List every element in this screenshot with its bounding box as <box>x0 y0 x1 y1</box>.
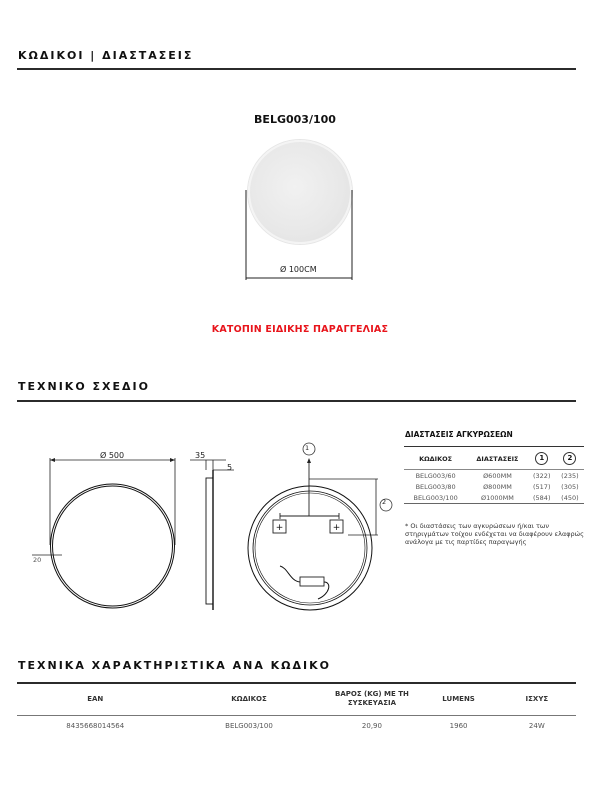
header-dimensions: ΔΙΑΣΤΑΣΕΙΣ <box>476 454 519 463</box>
table-row <box>404 481 584 492</box>
led-driver-box <box>300 577 324 586</box>
side-depth-label: 35 <box>195 451 206 460</box>
power-cable <box>280 566 300 582</box>
marker-1-label: 1 <box>305 444 310 452</box>
cell-dimensions: Ø800MM <box>483 482 512 491</box>
circled-2-icon: 2 <box>563 452 576 465</box>
section-title-codes-dimensions: ΚΩΔΙΚΟΙ | ΔΙΑΣΤΑΣΕΙΣ <box>18 49 194 62</box>
section-title-technical-specs: ΤΕΧΝΙΚΑ ΧΑΡΑΚΤΗΡΙΣΤΙΚΑ ΑΝΑ ΚΩΔΙΚΟ <box>18 659 332 672</box>
cell-dimensions: Ø600MM <box>483 471 512 480</box>
header-dim-1 <box>528 447 556 470</box>
table-header-row <box>404 447 584 470</box>
anchor-dimensions-table <box>404 446 584 504</box>
svg-text:+: + <box>332 523 341 533</box>
cell-dim-1: (584) <box>533 493 551 502</box>
back-view-drawing <box>240 436 400 611</box>
back-frame-innermost-circle <box>255 493 365 603</box>
circled-1-icon: 1 <box>535 452 548 465</box>
marker-2-label: 2 <box>382 498 387 506</box>
back-frame-outer-circle <box>248 486 372 610</box>
mirror-dimension-lines <box>0 0 600 300</box>
table-row <box>404 492 584 504</box>
anchor-table-title: ΔΙΑΣΤΑΣΕΙΣ ΑΓΚΥΡΩΣΕΩΝ <box>405 430 513 439</box>
cell-dim-2: (235) <box>561 471 579 480</box>
cell-code: BELG003/80 <box>415 482 456 491</box>
frame-width-label: 20 <box>33 556 42 564</box>
diameter-label: Ø 100CM <box>280 265 317 274</box>
arrow-up-icon <box>307 458 311 463</box>
side-offset-label: 5 <box>227 463 233 472</box>
arrow-right-icon <box>170 458 175 462</box>
cell-dim-2: (305) <box>561 482 579 491</box>
section-title-technical-drawing: ΤΕΧΝΙΚΟ ΣΧΕΔΙΟ <box>18 380 150 393</box>
technical-specs-table <box>17 682 576 736</box>
header-lumens: LUMENS <box>442 694 475 703</box>
cell-dim-2: (450) <box>561 493 579 502</box>
section-divider <box>17 400 576 402</box>
cell-code: BELG003/100 <box>413 493 458 502</box>
front-view-drawing <box>20 440 240 610</box>
cell-dim-1: (517) <box>533 482 551 491</box>
frame-outer-circle <box>51 484 175 608</box>
cell-weight: 20,90 <box>361 722 382 730</box>
header-dim-2 <box>556 447 584 470</box>
front-diameter-label: Ø 500 <box>100 451 125 460</box>
header-code: ΚΩΔΙΚΟΣ <box>231 694 267 703</box>
header-power: ΙΣΧΥΣ <box>525 694 549 703</box>
header-weight: ΒΑΡΟΣ (KG) ΜΕ ΤΗ ΣΥΣΚΕΥΑΣΙΑ <box>335 690 409 707</box>
cell-dimensions: Ø1000MM <box>481 493 514 502</box>
arrow-left-icon <box>50 458 55 462</box>
header-code: ΚΩΔΙΚΟΣ <box>419 454 453 463</box>
header-ean: ΕΑΝ <box>87 694 104 703</box>
back-frame-inner-circle <box>253 491 367 605</box>
anchor-disclaimer-note: * Οι διαστάσεις των αγκυρώσεων ή/και των στηριγμάτων τοίχου ενδέχεται να διαφέρουν ελαφρώς ανάλογα με τις παρτίδες παραγωγής <box>405 522 584 546</box>
product-code: BELG003/100 <box>254 113 336 126</box>
frame-inner-circle <box>53 486 173 606</box>
cell-dim-1: (322) <box>533 471 551 480</box>
cell-ean: 8435668014564 <box>66 722 125 730</box>
side-profile-mirror <box>206 478 213 604</box>
table-row <box>17 716 576 737</box>
special-order-note: ΚΑΤΟΠΙΝ ΕΙΔΙΚΗΣ ΠΑΡΑΓΓΕΛΙΑΣ <box>211 324 389 335</box>
svg-text:+: + <box>275 523 284 533</box>
cell-power: 24W <box>528 722 545 730</box>
cell-code: BELG003/60 <box>415 471 456 480</box>
table-row <box>404 470 584 482</box>
cell-code: BELG003/100 <box>225 722 273 730</box>
cell-lumens: 1960 <box>449 722 468 730</box>
table-header-row <box>17 683 576 716</box>
